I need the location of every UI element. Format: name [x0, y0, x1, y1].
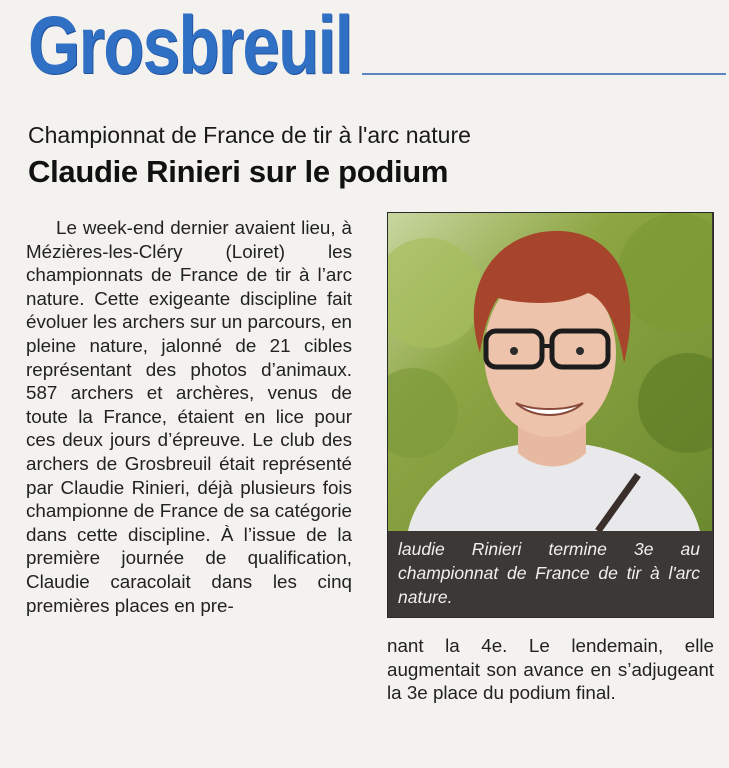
article-body-left-text: Le week-end dernier avaient lieu, à Mézières-les-Cléry (Loiret) les championnats de France de tir à l’arc nature. Cette exigeante discipline fait évoluer les archers sur un parcours, en pleine nature, jalonné de 21 cibles représentant des photos d’animaux. 587 archers et archères, venus de toute la France, étaient en lice pour ces deux jours d’épreuve. Le club des archers de Grosbreuil était représenté par Claudie Rinieri, déjà plusieurs fois championne de France de sa catégorie dans cette discipline. À l’issue de la première journée de qualification, Claudie caracolait dans les cinq premières places en pre-: [26, 217, 352, 616]
article-body-right-text: nant la 4e. Le lendemain, elle augmentait son avance en s’adjugeant la 3e place du podium final.: [387, 635, 714, 704]
article-body-right-column: [387, 634, 714, 705]
article-headline: Claudie Rinieri sur le podium: [28, 154, 449, 189]
masthead-title: Grosbreuil: [28, 0, 352, 91]
article-kicker: Championnat de France de tir à l'arc nature: [28, 122, 471, 148]
photo-block: [387, 212, 714, 618]
article-body-left-column: [26, 216, 352, 617]
portrait-photo: [388, 213, 712, 531]
photo-caption: laudie Rinieri termine 3e au championnat de France de tir à l'arc nature.: [388, 531, 712, 617]
masthead-rule: [362, 73, 726, 75]
